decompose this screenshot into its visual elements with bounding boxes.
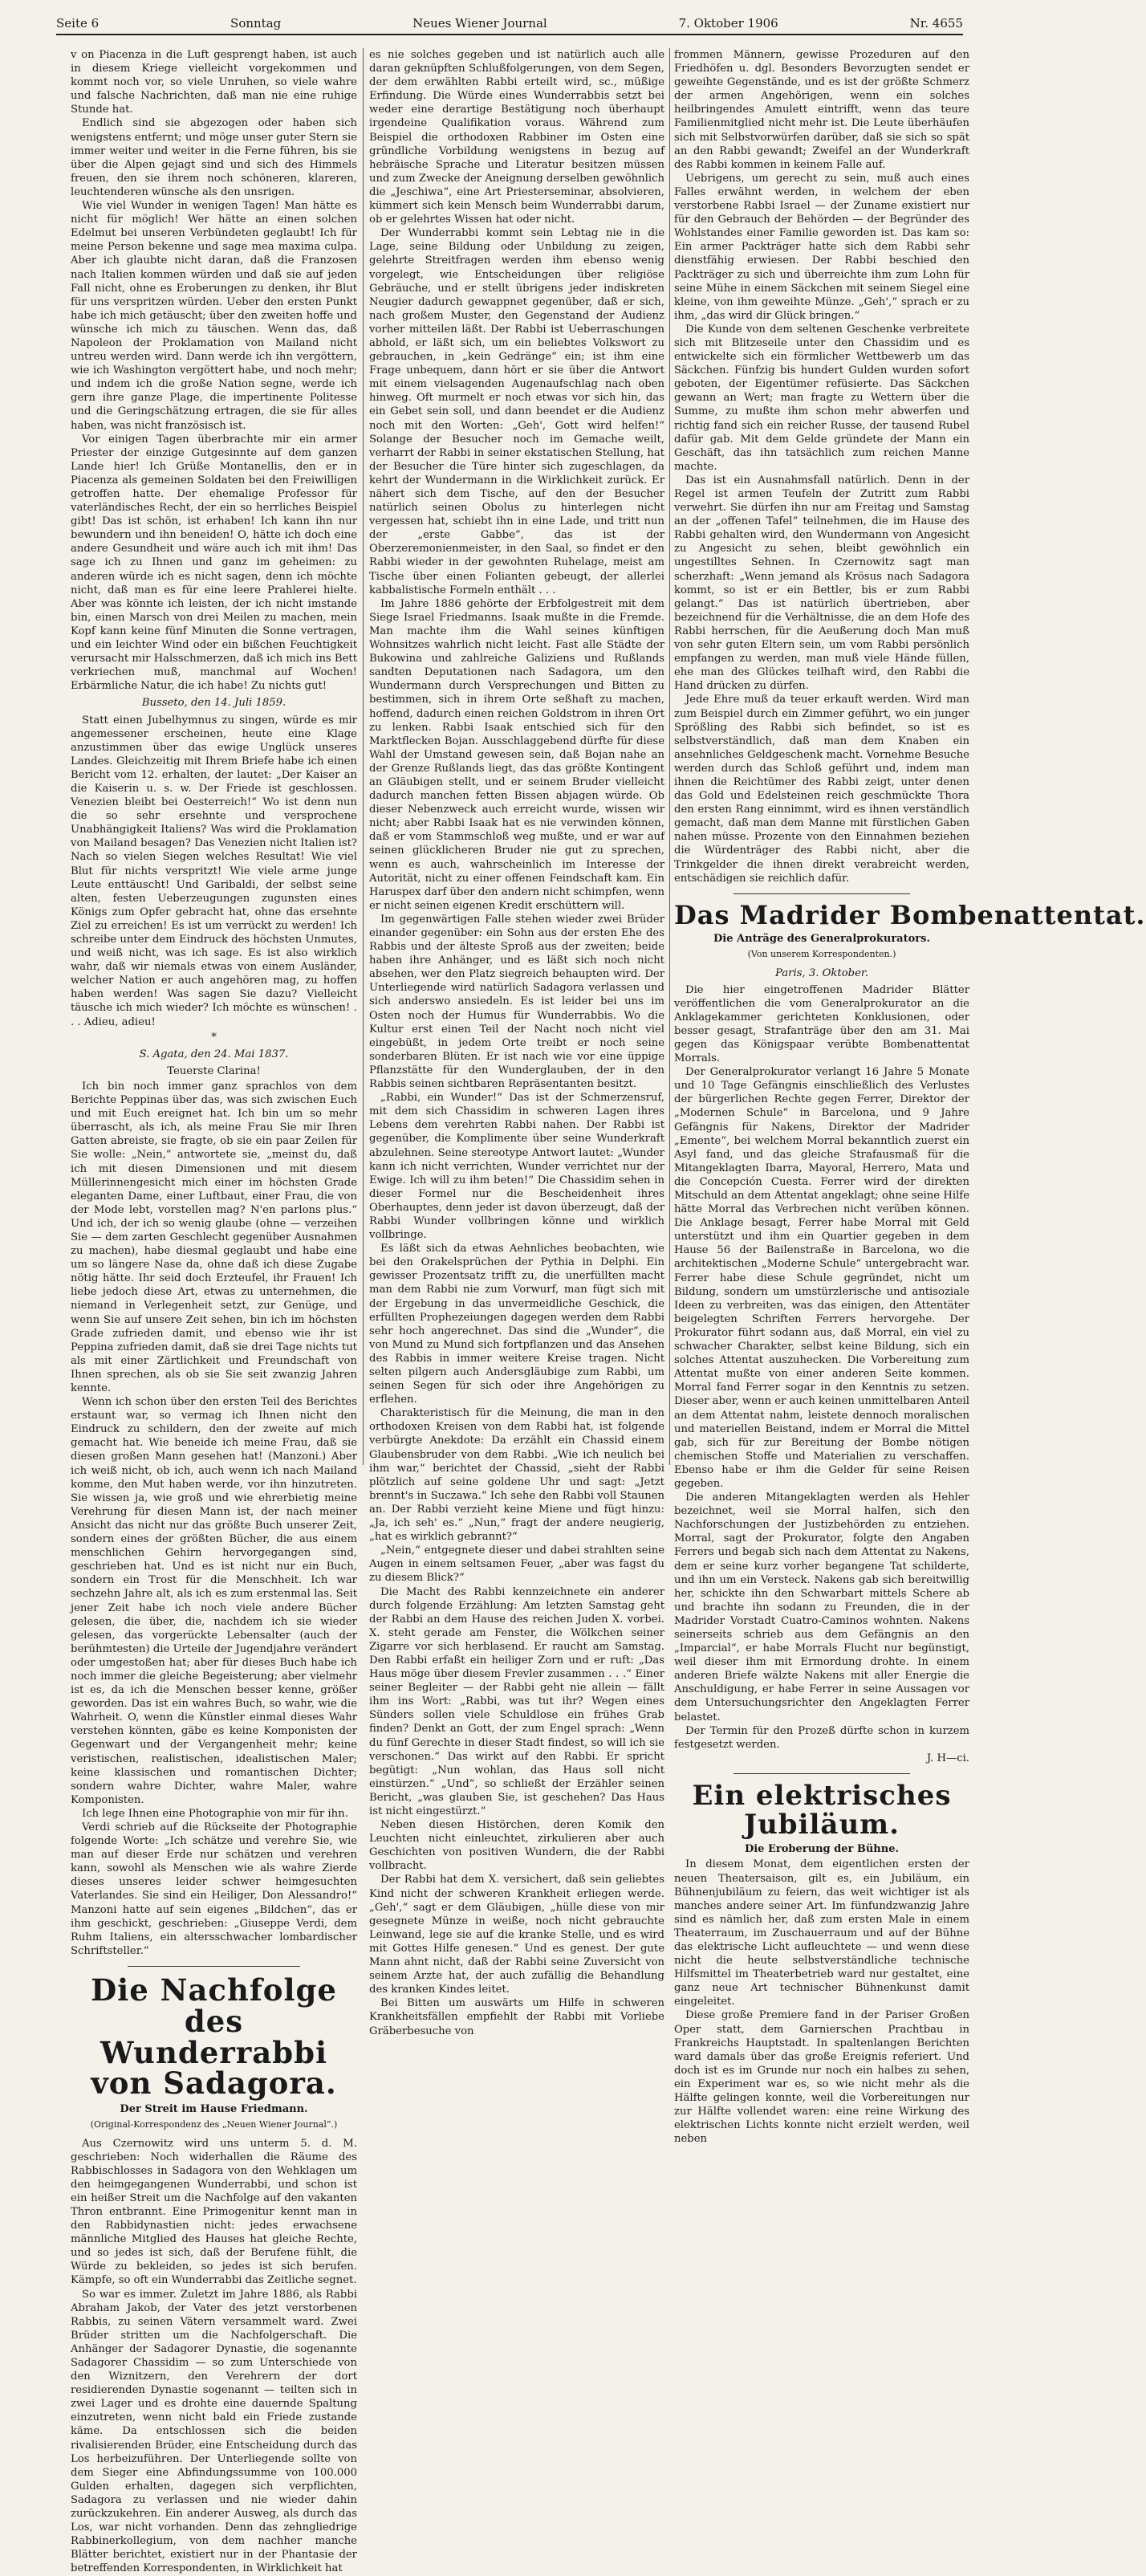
paragraph: Es läßt sich da etwas Aehnliches beobachten, wie bei den Orakelsprüchen der Pythia in Delphi. Ein gewisser Prozentsatz trifft zu, die unerfüllten macht man dem Rabbi nie zum Vorwurf, man fügt sich mit der Ergebung in das unvermeidliche Geschick, die erfüllten Prophezeiungen dagegen werden dem Rabbi sehr hoch angerechnet. Das sind die „Wunder“, die von Mund zu Mund sich fortpflanzen und das Ansehen des Rabbis in immer weitere Kreise tragen. Nicht selten pilgern auch Andersgläubige zum Rabbi, um seinen Segen für sich oder ihre Angehörigen zu erflehen. [369, 1243, 664, 1406]
paragraph: In diesem Monat, dem eigentlichen ersten der neuen Theatersaison, gilt es, ein Jubiläum, ein Bühnenjubiläum zu feiern, das weit wichtiger ist als manches andere seiner Art. Im fünfundzwanzig Jahre sind es nämlich her, daß zum ersten Male in einem Theaterraum, im Zuschauerraum und auf der Bühne das elektrische Licht aufleuchtete — und wenn diese nicht die heute selbstverständliche technische Hilfsmittel im Theaterbetrieb ward nur gestaltet, eine ganz neue Art technischer Bühnenkunst damit eingeleitet. [674, 1858, 969, 2008]
weekday: Sonntag [230, 16, 282, 31]
page-number: Seite 6 [56, 16, 100, 31]
paragraph: Die hier eingetroffenen Madrider Blätter veröffentlichen die vom Generalprokurator an die Anklagekammer gerichteten Konklusionen, oder besser gesagt, Strafanträge über den am 31. Mai gegen das Königspaar verübte Bombenattentat Morrals. [674, 983, 969, 1065]
paragraph: Die anderen Mitangeklagten werden als Hehler bezeichnet, weil sie Morral halfen, sich den Nachforschungen der Justizbehörden zu entziehen. Morral, sagt der Prokurator, folgte den Angaben Ferrers und begab sich nach dem Attentat zu Nakens, dem er seine kurz vorher begangene Tat schilderte, und ihn um ein Versteck. Nakens gab sich bereitwillig her, schickte ihn den Schwarbart mittels Schere ab und brachte ihn sodann zu Freunden, die in der Madrider Vorstadt Cuatro-Caminos wohnten. Nakens seinerseits schrieb aus dem Gefängnis an den „Imparcial“, er habe Morrals Flucht nur begünstigt, weil dieser ihm mit Ermordung drohte. In einem anderen Briefe wälzte Nakens mit aller Energie die Anschuldigung, er habe Ferrer in seine Aussagen vor dem Untersuchungsrichter den Angeklagten Ferrer belastet. [674, 1491, 969, 1723]
paragraph: Die Kunde von dem seltenen Geschenke verbreitete sich mit Blitzeseile unter den Chassidim und es entwickelte sich ein förmlicher Wettbewerb um das Säckchen. Fünfzig bis hundert Gulden wurden sofort geboten, der Eigentümer refüsierte. Das Säckchen gewann an Wert; man fragte zu Wettern über die Summe, zu mußte ihm schon mehr abwerfen und richtig fand sich ein reicher Russe, der tausend Rubel dafür gab. Mit dem Gelde gründete der Mann ein Geschäft, das ihn tatsächlich zum reichen Manne machte. [674, 323, 969, 473]
paragraph: v on Piacenza in die Luft gesprengt haben, ist auch in diesem Kriege vielleicht vorgekommen und kommt noch vor, so viele Unruhen, so viele wahre und falsche Nachrichten, daß man nie eine ruhige Stunde hat. [71, 49, 357, 116]
article-separator [734, 893, 911, 894]
article-headline: Ein elektrisches Jubiläum. [692, 1779, 952, 1841]
paragraph: Aus Czernowitz wird uns unterm 5. d. M. geschrieben: Noch widerhallen die Räume des Rabbischlosses in Sadagora von den Wehklagen um den heimgegangenen Wunderrabbi, und schon ist ein heißer Streit um die Nachfolge auf den vakanten Thron entbrannt. Eine Primogenitur kennt man in den Rabbidynastien nicht: jedes erwachsene männliche Mitglied des Hauses hat gleiche Rechte, und so jedes ist sich, daß der Berufene fühlt, die Würde zu bekleiden, so jedes ist sich berufen. Kämpfe, so oft ein Wunderrabbi das Zeitliche segnet. [71, 2137, 357, 2287]
paragraph: Diese große Premiere fand in der Pariser Großen Oper statt, dem Garnierschen Prachtbau in Frankreichs Hauptstadt. In spaltenlangen Berichten ward damals über das große Ereignis referiert. Und doch ist es im Grunde nur noch ein halbes zu sehen, ein Experiment war es, so wie nicht mehr als die Hälfte gelingen konnte, weil die Vorbereitungen nur zur Hälfte vollendet waren: eine reine Wirkung des elektrischen Lichts konnte nicht erzielt werden, weil neben [674, 2009, 969, 2146]
paragraph: Ich bin noch immer ganz sprachlos von dem Berichte Peppinas über das, was sich zwischen Euch und mit Euch ereignet hat. Ich bin um so mehr überrascht, als ich, als meine Frau Sie mir Ihren Gatten abreiste, sie fragte, ob sie ein paar Zeilen für Sie wolle: „Nein,“ antwortete sie, „meinst du, daß ich mit diesen Dimensionen und mit diesem Müllerinnengesicht mich einer im höchsten Grade eleganten Dame, einer Luftbaut, einer Frau, die von der Mode lebt, vorstellen mag? N'en parlons plus.“ Und ich, der ich so wenig glaube (ohne — verzeihen Sie — dem zarten Geschlecht gegenüber Ausnahmen zu machen), habe diesmal geglaubt und habe eine um so längere Nase da, ohne daß ich diese Zugabe nötig hätte. Ihr seid doch Erzteufel, ihr Frauen! Ich liebe jedoch diese Art, etwas zu unternehmen, die niemand in Verlegenheit setzt, zur Genüge, und wenn Sie auf unsere Zeit sehen, bin ich im höchsten Grade zufrieden damit, und ebenso wie ihr ist Peppina zufrieden damit, daß sie drei Tage nichts tut als mit einer Zärtlichkeit und Freundschaft von Ihnen sprechen, als ob sie Sie seit zwanzig Jahren kennte. [71, 1080, 357, 1394]
paragraph: So war es immer. Zuletzt im Jahre 1886, als Rabbi Abraham Jakob, der Vater des jetzt verstorbenen Rabbis, zu seinen Vätern versammelt ward. Zwei Brüder stritten um die Nachfolgerschaft. Die Anhänger der Sadagorer Dynastie, die sogenannte Sadagorer Chassidim — so zum Unterschiede von den Wiznitzern, den Verehrern der dort residierenden Dynastie sogenannt — teilten sich in zwei Lager und es drohte eine dauernde Spaltung einzutreten, wenn nicht bald ein Friede zustande käme. Da entschlossen sich die beiden rivalisierenden Brüder, eine Entscheidung durch das Los herbeizuführen. Der Unterliegende sollte von dem Sieger eine Abfindungssumme von 100.000 Gulden erhalten, dagegen sich verpflichten, Sadagora zu verlassen und nie wieder dahin zurückzukehren. Ein anderer Ausweg, als durch das Los, war nicht vorhanden. Denn das zehngliedrige Rabbinerkollegium, von dem nachher manche Blätter berichtet, existiert nur in der Phantasie der betreffenden Korrespondenten, in Wirklichkeit hat [71, 2288, 357, 2575]
salutation: Teuerste Clarina! [167, 1064, 261, 1077]
paragraph: Verdi schrieb auf die Rückseite der Photographie folgende Worte: „Ich schätze und verehre Sie, wie man auf dieser Erde nur schätzen und verehren kann, sowohl als Menschen wie als wahre Zierde dieses unseres leider schwer heimgesuchten Vaterlandes. Sie sind ein Heiliger, Don Alessandro!“ Manzoni hatte auf sein eigenes „Bildchen“, das er ihm geschickt, geschrieben: „Giuseppe Verdi, dem Ruhm Italiens, ein altersschwacher lombardischer Schriftsteller.“ [71, 1821, 357, 1957]
article-headline: Die Nachfolge des Wunderrabbi von Sadagora. [91, 1972, 337, 2102]
paragraph: Wie viel Wunder in wenigen Tagen! Man hätte es nicht für möglich! Wer hätte an einen solchen Edelmut bei unseren Verbündeten geglaubt! Ich für meine Person bekenne und sage mea maxima culpa. Aber ich glaubte nicht daran, daß die Franzosen nach Italien kommen würden und daß sie auf jeden Fall nicht, ohne es Eroberungen zu denken, ihr Blut für uns verspritzen würden. Ueber den ersten Punkt habe ich mich getäuscht; über den zweiten hoffe und wünsche ich mich zu täuschen. Wenn das, daß Napoleon der Proklamation von Mailand nicht untreu werden wird. Dann werde ich ihn vergöttern, wie ich Washington vergöttert habe, und noch mehr; und indem ich die große Nation segne, werde ich gern ihre ganze Plage, die impertinente Politesse und die Geringschätzung ertragen, die sie für alles haben, was nicht französisch ist. [71, 200, 357, 432]
column-3 [674, 48, 1146, 2146]
paragraph: Im gegenwärtigen Falle stehen wieder zwei Brüder einander gegenüber: ein Sohn aus der ersten Ehe des Rabbis und der älteste Sproß aus der zweiten; beide haben ihre Anhänger, und es läßt sich noch nicht absehen, wer den Platz siegreich behaupten wird. Der Unterliegende wird natürlich Sadagora verlassen und sich anderswo ansiedeln. Es ist leider bei uns im Osten noch der Humus für Wunderrabbis. Wo die Kultur erst einen Teil der Nacht noch nicht viel eingebüßt, in jedem Orte treibt er noch seine sonderbaren Blüten. Er ist nach wie vor eine üppige Pflanzstätte für den Wunderglauben, der in den Rabbis seinen sichtbaren Repräsentanten besitzt. [369, 913, 664, 1091]
paragraph: Ich lege Ihnen eine Photographie von mir für ihn. [82, 1807, 348, 1820]
paragraph: Die Macht des Rabbi kennzeichnete ein anderer durch folgende Erzählung: Am letzten Samstag geht der Rabbi an dem Hause des reichen Juden X. vorbei. X. steht gerade am Fenster, die Wölkchen seiner Zigarre vor sich herblasend. Er raucht am Samstag. Den Rabbi erfaßt ein heiliger Zorn und er ruft: „Das Haus möge über diesem Frevler zusammen . . .“ Einer seiner Begleiter — der Rabbi geht nie allein — fällt ihm ins Wort: „Rabbi, was tut ihr? Wegen eines Sünders sollen viele Schuldlose ein frühes Grab finden? Denkt an Gott, der zum Engel sprach: „Wenn du fünf Gerechte in dieser Stadt findest, so will ich sie verschonen.“ Das wirkt auf den Rabbi. Er spricht begütigt: „Nun wohlan, das Haus soll nicht einstürzen.“ „Und“, so schließt der Erzähler seinen Bericht, „was glauben Sie, ist geschehen? Das Haus ist nicht eingestürzt.“ [369, 1585, 664, 1817]
paragraph: Der Wunderrabbi kommt sein Lebtag nie in die Lage, seine Bildung oder Unbildung zu zeigen, gelehrte Streitfragen werden ihm ebenso wenig vorgelegt, wie Entscheidungen über religiöse Gebräuche, und er stellt übrigens jeder indiskreten Neugier dadurch gewappnet gegenüber, daß er sich, nach großem Muster, den Gegenstand der Audienz vorher mitteilen läßt. Der Rabbi ist Ueberraschungen abhold, er läßt sich, um ein beliebtes Volkswort zu gebrauchen, in „kein Gedränge“ ein; ist ihm eine Frage unbequem, dann hört er sie über die Antwort mit einem vielsagenden Augenaufschlag nach oben hinweg. Oft murmelt er noch etwas vor sich hin, das ein Gebet sein soll, und dann beendet er die Audienz noch mit den Worten: „Geh', Gott wird helfen!“ Solange der Besucher noch im Gemache weilt, verharrt der Rabbi in seiner ekstatischen Stellung, hat der Besucher die Türe hinter sich zugeschlagen, da kehrt der Wundermann in die Wirklichkeit zurück. Er nähert sich dem Tische, auf den der Besucher natürlich seinen Obolus zu hinterlegen nicht vergessen hat, schiebt ihn in eine Lade, und tritt nun der „erste Gabbe“, das ist der Oberzeremonienmeister, in den Saal, so findet er den Rabbi wieder in der gewohnten Ruhelage, meist am Tische über einen Folianten gebeugt, der allerlei kabbalistische Formeln enthält . . . [369, 227, 664, 596]
paragraph: Der Rabbi hat dem X. versichert, daß sein geliebtes Kind nicht der schweren Krankheit erliegen werde. „Geh',“ sagt er dem Gläubigen, „hülle diese von mir gesegnete Münze in weiße, noch nicht gebrauchte Leinwand, lege sie auf die kranke Stelle, und es wird mit Gottes Hilfe genesen.“ Und es genest. Der gute Mann ahnt nicht, daß der Rabbi seine Zuversicht von seinem Arzte hat, der auch zufällig die Behandlung des kranken Kindes leitet. [369, 1874, 664, 1996]
dateline: Paris, 3. Oktober. [775, 967, 868, 979]
separator-star: * [211, 1031, 217, 1044]
paragraph: es nie solches gegeben und ist natürlich auch alle daran geknüpften Schlußfolgerungen, von dem Segen, der dem erwählten Rabbi erteilt wird, sc., müßige Erfindung. Die Würde eines Wunderrabbis setzt bei weder eine derartige Bestätigung noch überhaupt irgendeine Qualifikation voraus. Während zum Beispiel die orthodoxen Rabbiner im Osten eine gründliche Vorbildung wenigstens in bezug auf hebräische Sprache und Literatur besitzen müssen und zum Zwecke der Aneignung derselben gewöhnlich die „Jeschiwa“, eine Art Priesterseminar, absolvieren, kümmert sich kein Mensch beim Wunderrabbi darum, ob er gelehrtes Wissen hat oder nicht. [369, 49, 664, 226]
article-source: (Original-Korrespondenz des „Neuen Wiener Journal“.) [90, 2119, 338, 2130]
paragraph: Jede Ehre muß da teuer erkauft werden. Wird man zum Beispiel durch ein Zimmer geführt, wo ein junger Sprößling des Rabbi sich befindet, so ist es selbstverständlich, daß man dem Knaben ein ansehnliches Geldgeschenk macht. Vornehme Besuche werden durch das Schloß geführt und, indem man ihnen die Reichtümer des Rabbi zeigt, unter denen das Gold und Edelsteinen reich geschmückte Thora den ersten Rang einnimmt, wird es ihnen verständlich gemacht, daß man dem Manne mit fürstlichen Gaben nahen müsse. Prozente von den Einnahmen beziehen die Würdenträger des Rabbi nicht, aber die Trinkgelder die ihnen direkt verabreicht werden, entschädigen sie reichlich dafür. [674, 694, 969, 885]
page-header [56, 13, 963, 35]
column-1 [71, 48, 357, 2575]
article-subheading: Der Streit im Hause Friedmann. [120, 2103, 308, 2116]
article-source: (Von unserem Korrespondenten.) [747, 949, 896, 960]
article-headline: Das Madrider Bombenattentat. [674, 899, 1146, 930]
paragraph: Bei Bitten um auswärts um Hilfe in schweren Krankheitsfällen empfiehlt der Rabbi mit Vorliebe Gräberbesuche von [369, 1997, 664, 2037]
article-subheading: Die Eroberung der Bühne. [744, 1843, 900, 1856]
paragraph: Uebrigens, um gerecht zu sein, muß auch eines Falles erwähnt werden, in welchem der eben verstorbene Rabbi Israel — der Zuname existiert nur für den Gebrauch der Behörden — der Begründer des Wohlstandes einer Familie geworden ist. Das kam so: Ein armer Packträger hatte sich dem Rabbi sehr dienstfähig erwiesen. Der Rabbi beschied den Packträger zu sich und überreichte ihm zum Lohn für seine Mühe in einem Säckchen mit seinem Siegel eine kleine, von ihm geweihte Münze. „Geh',“ sprach er zu ihm, „das wird dir Glück bringen.“ [674, 172, 969, 322]
paragraph: „Nein,“ entgegnete dieser und dabei strahlten seine Augen in einem seltsamen Feuer, „aber was fagst du zu diesem Blick?“ [369, 1544, 664, 1585]
paragraph: Vor einigen Tagen überbrachte mir ein armer Priester der einzige Gutgesinnte auf dem ganzen Lande hier! Ich Grüße Montanellis, den er in Piacenza als gemeinen Soldaten bei den Freiwilligen getroffen hatte. Der ehemalige Professor für vaterländisches Recht, der ein so herrliches Beispiel gibt! Das ist schön, ist erhaben! Ich kann ihn nur bewundern und ihn beneiden! O, hätte ich doch eine andere Gesundheit und wäre auch ich mit ihm! Das sage ich zu Ihnen und ganz im geheimen: zu anderen würde ich es nicht sagen, denn ich möchte nicht, daß man es für eine leere Prahlerei hielte. Aber was könnte ich leisten, der ich nicht imstande bin, einen Marsch von drei Meilen zu machen, mein Kopf kann keine fünf Minuten die Sonne vertragen, und ein leichter Wind oder ein bißchen Feuchtigkeit verursacht mir Halsschmerzen, daß ich mich ins Bett verkriechen muß, manchmal auf Wochen! Erbärmliche Natur, die ich habe! Zu nichts gut! [71, 433, 357, 693]
paragraph: Neben diesen Histörchen, deren Komik den Leuchten nicht einleuchtet, zirkulieren aber auch Geschichten von positiven Wundern, die der Rabbi vollbracht. [369, 1819, 664, 1873]
dateline: S. Agata, den 24. Mai 1837. [139, 1048, 289, 1060]
paragraph: Im Jahre 1886 gehörte der Erbfolgestreit mit dem Siege Israel Friedmanns. Isaak mußte in die Fremde. Man machte ihm die Wahl seines künftigen Wohnsitzes wahrlich nicht leicht. Fast alle Städte der Bukowina und zahlreiche Galiziens und Rußlands sandten Deputationen nach Sadagora, um den Wundermann durch Versprechungen und Bitten zu bestimmen, sich in ihrem Orte seßhaft zu machen, hoffend, dadurch einen reichen Goldstrom in ihren Ort zu lenken. Rabbi Isaak entschied sich für den Marktflecken Bojan. Ausschlaggebend dürfte für diese Wahl der Umstand gewesen sein, daß Bojan nahe an der Grenze Rußlands liegt, das das größte Kontingent an Gläubigen stellt, und er seinem Bruder vielleicht dadurch manchen fetten Bissen abjagen würde. Ob dieser Nebenzweck auch erreicht wurde, wissen wir nicht; aber Rabbi Isaak hat es nie verwinden können, daß er vom Stammschloß weg mußte, und er war auf seinen glücklicheren Bruder nie gut zu sprechen, wenn es auch, wahrscheinlich im Interesse der Autorität, nicht zu einer offenen Feindschaft kam. Ein Haruspex darf über den andern nicht schimpfen, wenn er nicht seinen eigenen Kredit erschüttern will. [369, 597, 664, 912]
paragraph: Der Generalprokurator verlangt 16 Jahre 5 Monate und 10 Tage Gefängnis einschließlich des Verlustes der bürgerlichen Rechte gegen Ferrer, Direktor der „Modernen Schule“ in Barcelona, und 9 Jahre Gefängnis für Nakens, Direktor der Madrider „Emente“, bei welchem Morral bekanntlich zuerst ein Asyl fand, und das gleiche Strafausmaß für die Mitangeklagten Ibarra, Mayoral, Herrero, Mata und die Concepción Cuesta. Ferrer wird der direkten Mitschuld an dem Attentat angeklagt; ohne seine Hilfe hätte Morral das Verbrechen nicht verüben können. Die Anklage besagt, Ferrer habe Morral mit Geld unterstützt und ihm ein Quartier gegeben in dem Hause 56 der Bailenstraße in Barcelona, wo die architektischen „Moderne Schule“ untergebracht war. Ferrer habe diese Schule gegründet, nicht um Bildung, sondern um umstürzlerische und antisoziale Ideen zu verbreiten, was das einigen, den Attentäter beigelegten Schriften Ferrers hervorgehe. Der Prokurator führt sodann aus, daß Morral, ein viel zu schwacher Charakter, selbst keine Bildung, sich ein solches Attentat auszuhecken. Die Vorbereitung zum Attentat mußte von einer anderen Seite kommen. Morral fand Ferrer sogar in den Kenntnis zu setzen. Dieser aber, wenn er auch keinen unmittelbaren Anteil an dem Attentat nahm, leistete dennoch moralischen und materiellen Beistand, indem er Morral die Mittel gab, sich für zur Bereitung der Bombe nötigen chemischen Stoffe und Materialien zu verschaffen. Ebenso habe er ihm die Gelder für seine Reisen gegeben. [674, 1066, 969, 1490]
paragraph: „Rabbi, ein Wunder!“ Das ist der Schmerzensruf, mit dem sich Chassidim in schweren Lagen ihres Lebens dem verehrten Rabbi nahen. Der Rabbi ist gegenüber, die Komplimente über seine Wunderkraft abzulehnen. Seine stereotype Antwort lautet: „Wunder kann ich nicht verrichten, Wunder verrichtet nur der Ewige. Ich will zu ihm beten!“ Die Chassidim sehen in dieser Formel nur die Bescheidenheit ihres Oberhauptes, denn jeder ist davon überzeugt, daß der Rabbi Wunder vollbringen könne und wirklich vollbringe. [369, 1092, 664, 1242]
paragraph: Charakteristisch für die Meinung, die man in den orthodoxen Kreisen von dem Rabbi hat, ist folgende verbürgte Anekdote: Da erzählt ein Chassid einem Glaubensbruder von dem Rabbi. „Wie ich neulich bei ihm war,“ berichtet der Chassid, „sieht der Rabbi plötzlich auf seine goldene Uhr und sagt: „Jetzt brennt's in Suczawa.“ Ich sehe den Rabbi voll Staunen an. Der Rabbi verzieht keine Miene und fügt hinzu: „Ja, ich seh' es.“ „Nun,“ fragt der andere neugierig, „hat es wirklich gebrannt?“ [369, 1407, 664, 1544]
article-separator [128, 1966, 299, 1967]
author-signature: J. H—ci. [926, 1752, 969, 1764]
paragraph: Das ist ein Ausnahmsfall natürlich. Denn in der Regel ist armen Teufeln der Zutritt zum Rabbi verwehrt. Sie dürfen ihn nur am Freitag und Samstag an der „offenen Tafel“ teilnehmen, die im Hause des Rabbi gehalten wird, den Wundermann von Angesicht zu Angesicht zu sehen, bleibt gewöhnlich ein ungestilltes Sehnen. In Czernowitz sagt man scherzhaft: „Wenn jemand als Krösus nach Sadagora kommt, so ist er ein Bettler, bis er zum Rabbi gelangt.“ Das ist natürlich übertrieben, aber bezeichnend für die Verhältnisse, die an dem Hofe des Rabbi herrschen, für die Aeußerung doch Man muß von sehr guten Eltern sein, um vom Rabbi persönlich empfangen zu werden, man muß viele Hände füllen, ehe man des Glückes teilhaft wird, den Rabbi die Hand drücken zu dürfen. [674, 474, 969, 693]
issue-date: 7. Oktober 1906 [678, 16, 778, 31]
column-rule [669, 48, 670, 1465]
article-subheading: Die Anträge des Generalprokurators. [713, 933, 930, 946]
paragraph: Der Termin für den Prozeß dürfte schon in kurzem festgesetzt werden. [674, 1724, 969, 1751]
column-rule [363, 48, 364, 1465]
article-separator [734, 1773, 911, 1774]
column-2 [369, 48, 664, 2037]
issue-number: Nr. 4655 [909, 16, 963, 31]
masthead: Neues Wiener Journal [412, 16, 547, 31]
paragraph: Endlich sind sie abgezogen oder haben sich wenigstens entfernt; und möge unser guter Stern sie immer weiter und weiter in die Ferne führen, bis sie über die Alpen gejagt sind und sich des Himmels freuen, den sie ihrem noch schöneren, klareren, leuchtenderen wünsche als den unsrigen. [71, 117, 357, 198]
paragraph: frommen Männern, gewisse Prozeduren auf den Friedhöfen u. dgl. Besonders Bevorzugten sendet er geweihte Gegenstände, und es ist der größte Schmerz der armen Angehörigen, wenn ein solches heilbringendes Amulett eintrifft, wenn das teure Familienmitglied nicht mehr ist. Die Leute überhäufen sich mit Selbstvorwürfen darüber, daß sie sich so spät an den Rabbi gewandt; Zweifel an der Wunderkraft des Rabbi kommen in keinem Falle auf. [674, 49, 969, 171]
paragraph: Wenn ich schon über den ersten Teil des Berichtes erstaunt war, so vermag ich Ihnen nicht den Eindruck zu schildern, den der zweite auf mich gemacht hat. Wie beneide ich meine Frau, daß sie diesen großen Mann gesehen hat! (Manzoni.) Aber ich weiß nicht, ob ich, auch wenn ich nach Mailand komme, den Mut haben werde, vor ihn hinzutreten. Sie wissen ja, wie groß und wie ehrerbietig meine Verehrung für diesen Mann ist, der nach meiner Ansicht das nicht nur das größte Buch unserer Zeit, sondern eines der größten Bücher, die aus einem menschlichen Gehirn hervorgegangen sind, geschrieben hat. Und es ist nicht nur ein Buch, sondern ein Trost für die Menschheit. Ich war sechzehn Jahre alt, als ich es zum erstenmal las. Seit jener Zeit habe ich noch viele andere Bücher gelesen, die über, die, nachdem ich sie wieder gelesen, das vorgerückte Lebensalter (auch der berühmtesten) die Urteile der Jugendjahre verändert oder umgestoßen hat; aber für dieses Buch habe ich noch immer die gleiche Begeisterung; aber vielmehr ist es, da ich die Menschen besser kenne, größer geworden. Das ist ein wahres Buch, so wahr, wie die Wahrheit. O, wenn die Künstler einmal dieses Wahr verstehen könnten, gäbe es keine Komponisten der Gegenwart und der Vergangenheit mehr; keine veristischen, realistischen, idealistischen Maler; keine klassischen und romantischen Dichter; sondern wahre Dichter, wahre Maler, wahre Komponisten. [71, 1396, 357, 1806]
paragraph: Statt einen Jubelhymnus zu singen, würde es mir angemessener erscheinen, heute eine Klage anzustimmen über das ewige Unglück unseres Landes. Gleichzeitig mit Ihrem Briefe habe ich einen Bericht vom 12. erhalten, der lautet: „Der Kaiser an die Kaiserin u. s. w. Der Friede ist geschlossen. Venezien bleibt bei Oesterreich!“ Wo ist denn nun die so sehr ersehnte und versprochene Unabhängigkeit Italiens? Was wird die Proklamation von Mailand besagen? Das Venezien nicht Italien ist? Nach so vielen Siegen welches Resultat! Wie viel Blut für nichts verspritzt! Wie viele arme junge Leute enttäuscht! Und Garibaldi, der selbst seine alten, festen Ueberzeugungen zugunsten eines Königs zum Opfer gebracht hat, ohne das ersehnte Ziel zu erreichen! Es ist um verrückt zu werden! Ich schreibe unter dem Eindruck des höchsten Unmutes, und weiß nicht, was ich sage. Es ist also wirklich wahr, daß wir niemals etwas von einem Ausländer, welcher Nation er auch angehören mag, zu hoffen haben werden! Was sagen Sie dazu? Vielleicht täusche ich mich wieder? Ich möchte es wünschen! . . . Adieu, adieu! [71, 714, 357, 1028]
dateline: Busseto, den 14. Juli 1859. [141, 697, 286, 710]
